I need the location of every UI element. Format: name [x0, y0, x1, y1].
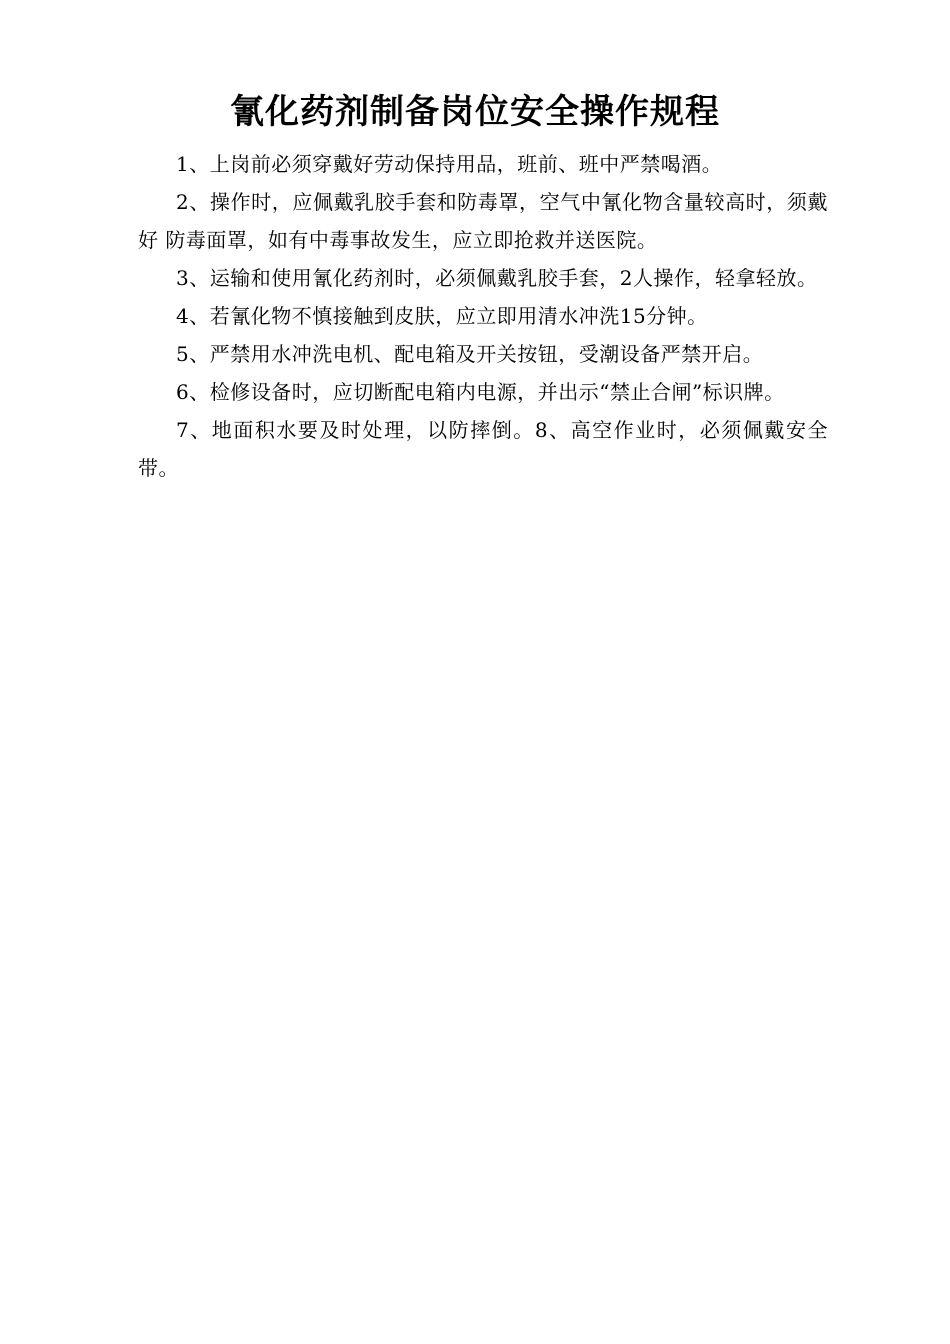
rule-item-5: 5、严禁用水冲洗电机、配电箱及开关按钮，受潮设备严禁开启。	[176, 342, 764, 366]
rule-item-6: 6、检修设备时，应切断配电箱内电源，并出示“禁止合闸”标识牌。	[176, 380, 785, 404]
rule-item-1: 1、上岗前必须穿戴好劳动保持用品，班前、班中严禁喝酒。	[176, 152, 723, 176]
rule-item-4: 4、若氰化物不慎接触到皮肤，应立即用清水冲洗15分钟。	[176, 304, 708, 328]
document-title: 氰化药剂制备岗位安全操作规程	[230, 92, 720, 132]
rule-item-2: 2、操作时，应佩戴乳胶手套和防毒罩，空气中氰化物含量较高时，须戴好 防毒面罩，如有中毒事故发生，应立即抢救并送医院。	[138, 190, 828, 252]
rule-item-3: 3、运输和使用氰化药剂时，必须佩戴乳胶手套，2人操作，轻拿轻放。	[176, 266, 818, 290]
safety-rules-list	[138, 145, 828, 487]
rule-item-7: 7、地面积水要及时处理，以防摔倒。8、高空作业时，必须佩戴安全带。	[138, 418, 828, 480]
